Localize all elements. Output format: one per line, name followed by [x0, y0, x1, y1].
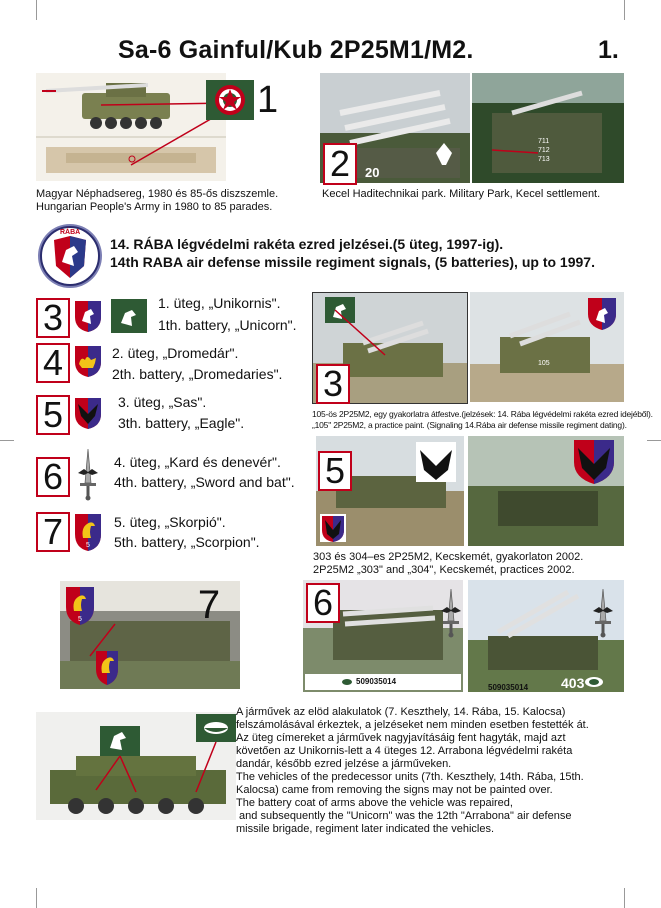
crop-mark [36, 888, 37, 908]
pointer-line [490, 145, 550, 165]
battery-number-box: 6 [36, 457, 70, 497]
caption-5-en: 2P25M2 „303" and „304", Kecskemét, practices 2002. [313, 564, 575, 576]
caption-1-hu: Magyar Néphadsereg, 1980 és 85-ős diszszemle. [36, 188, 279, 200]
vehicle-number-403-right: 403 [561, 675, 585, 691]
caption-5-hu: 303 és 304–es 2P25M2, Kecskemét, gyakorlaton 2002. [313, 551, 584, 563]
text-line: Kalocsa) came from removing the signs may not be painted over. [236, 784, 553, 796]
page-title: Sa-6 Gainful/Kub 2P25M1/M2. [118, 36, 474, 64]
text-line: The vehicles of the predecessor units (7th. Keszthely, 14th. Rába, 15th. [236, 771, 584, 783]
eagle-shield-icon [73, 396, 103, 430]
text-line: felszámolásával érkeztek, a jelzéseket nem minden esetben festették át. [236, 719, 589, 731]
side-number: 712 [538, 147, 550, 154]
side-number-105: 105 [538, 360, 550, 367]
text-line: The battery coat of arms above the vehicle was repaired, [236, 797, 513, 809]
bottom-text-block [236, 706, 589, 836]
crop-mark [0, 440, 14, 441]
side-number: 713 [538, 156, 550, 163]
label-3: 3 [316, 364, 350, 404]
text-line: követően az Unikornis-lett a 4 üteges 12. Arrabona légvédelmi rakéta [236, 745, 573, 757]
text-line: dandár, később ezred jelzése a járműveken. [236, 758, 452, 770]
label-6: 6 [306, 583, 340, 623]
caption-1-en: Hungarian People's Army in 1980 to 85 parades. [36, 201, 273, 213]
dromedary-shield-icon [73, 344, 103, 378]
crop-mark [36, 0, 37, 20]
registration-left: 509035014 [356, 677, 397, 686]
crop-mark [624, 0, 625, 20]
battery-en: 5th. battery, „Scorpion". [114, 534, 260, 550]
svg-text:5: 5 [78, 616, 82, 623]
vehicle-number-20: 20 [365, 165, 380, 180]
svg-text:5: 5 [86, 542, 90, 549]
page-number: 1. [598, 36, 619, 64]
registration-right: 509035014 [488, 683, 529, 692]
battery-hu: 1. üteg, „Unikornis". [158, 295, 281, 311]
unicorn-flag-icon [111, 299, 147, 333]
battery-hu: 5. üteg, „Skorpió". [114, 514, 226, 530]
label-5: 5 [318, 451, 352, 491]
battery-number-box: 7 [36, 512, 70, 552]
crop-mark [647, 440, 661, 441]
text-line: missile brigade, regiment later indicated the vehicles. [236, 823, 495, 835]
battery-en: 1th. battery, „Unicorn". [158, 317, 297, 333]
pointer-line [325, 305, 405, 365]
battery-en: 3th. battery, „Eagle". [118, 415, 245, 431]
badge-text: RÁBA [60, 229, 81, 236]
battery-en: 4th. battery, „Sword and bat". [114, 474, 295, 490]
label-7: 7 [197, 583, 221, 627]
battery-en: 2th. battery, „Dromedaries". [112, 366, 283, 382]
crop-mark [624, 888, 625, 908]
unicorn-shield-icon [73, 299, 103, 333]
photo-flags-vehicle [36, 712, 236, 820]
battery-hu: 4. üteg, „Kard és denevér". [114, 454, 281, 470]
text-line: A járművek az elöd alakulatok (7. Keszthely, 14. Rába, 15. Kalocsa) [236, 706, 566, 718]
scorpion-shield-icon [73, 512, 103, 552]
battery-number-box: 5 [36, 395, 70, 435]
photo-303-right [468, 436, 624, 546]
text-line: and subsequently the "Unicorn" was the 12th "Arrabona" air defense [236, 810, 572, 822]
regiment-line-en: 14th RABA air defense missile regiment signals, (5 batteries), up to 1997. [110, 254, 595, 270]
label-1: 1 [257, 79, 279, 121]
caption-3-en: „105" 2P25M2, a practice paint. (Signaling 14.Rába air defense missile regiment dating). [312, 420, 627, 430]
side-number: 711 [538, 138, 550, 145]
sword-icon [592, 587, 614, 639]
hungarian-roundel-icon [206, 80, 254, 120]
caption-2: Kecel Haditechnikai park. Military Park, Kecel settlement. [322, 188, 601, 200]
vehicle-number-403: 403 [308, 674, 329, 688]
battery-hu: 3. üteg, „Sas". [118, 394, 207, 410]
regiment-line-hu: 14. RÁBA légvédelmi rakéta ezred jelzései.(5 üteg, 1997-ig). [110, 236, 504, 252]
photo-kecel-2 [472, 73, 624, 183]
sword-icon [76, 447, 100, 503]
battery-hu: 2. üteg, „Dromedár". [112, 345, 239, 361]
text-line: Az üteg címereket a járművek nagyjavításáig fent hagyták, majd azt [236, 732, 566, 744]
caption-3-hu: 105-ös 2P25M2, egy gyakorlatra átfestve.(jelzések: 14. Rába légvédelmi rakéta ezred idejéből). [312, 409, 653, 419]
battery-number-box: 3 [36, 298, 70, 338]
battery-number-box: 4 [36, 343, 70, 383]
pointer-line [85, 620, 135, 660]
label-2: 2 [323, 143, 357, 185]
sword-icon [440, 587, 462, 639]
photo-105-right [470, 292, 624, 402]
